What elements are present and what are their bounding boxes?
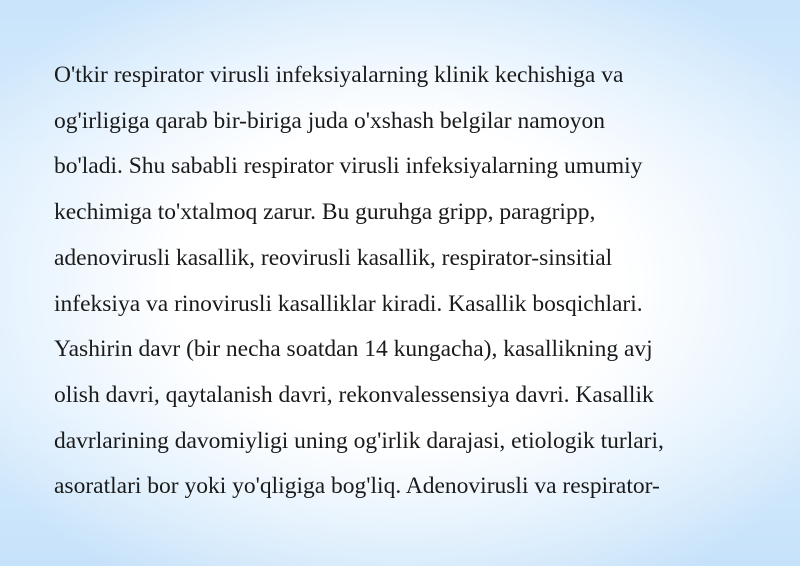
text-line: adenovirusli kasallik, reovirusli kasallik, respirator-sinsitial [54, 244, 613, 271]
text-line: davrlarining davomiyligi uning og'irlik darajasi, etiologik turlari, [54, 427, 664, 454]
text-line: Yashirin davr (bir necha soatdan 14 kungacha), kasallikning avj [54, 336, 653, 363]
text-line: bo'ladi. Shu sababli respirator virusli infeksiyalarning umumiy [54, 153, 643, 180]
text-line: og'irligiga qarab bir-biriga juda o'xshash belgilar namoyon [54, 107, 605, 134]
text-line: asoratlari bor yoki yo'qligiga bog'liq. Adenovirusli va respirator- [54, 473, 660, 500]
text-line: infeksiya va rinovirusli kasalliklar kiradi. Kasallik bosqichlari. [54, 290, 643, 317]
text-line: O'tkir respirator virusli infeksiyalarning klinik kechishiga va [54, 62, 624, 88]
text-line: kechimiga to'xtalmoq zarur. Bu guruhga gripp, paragripp, [54, 199, 596, 226]
body-paragraph [54, 53, 774, 510]
text-line: olish davri, qaytalanish davri, rekonvalessensiya davri. Kasallik [54, 381, 654, 408]
